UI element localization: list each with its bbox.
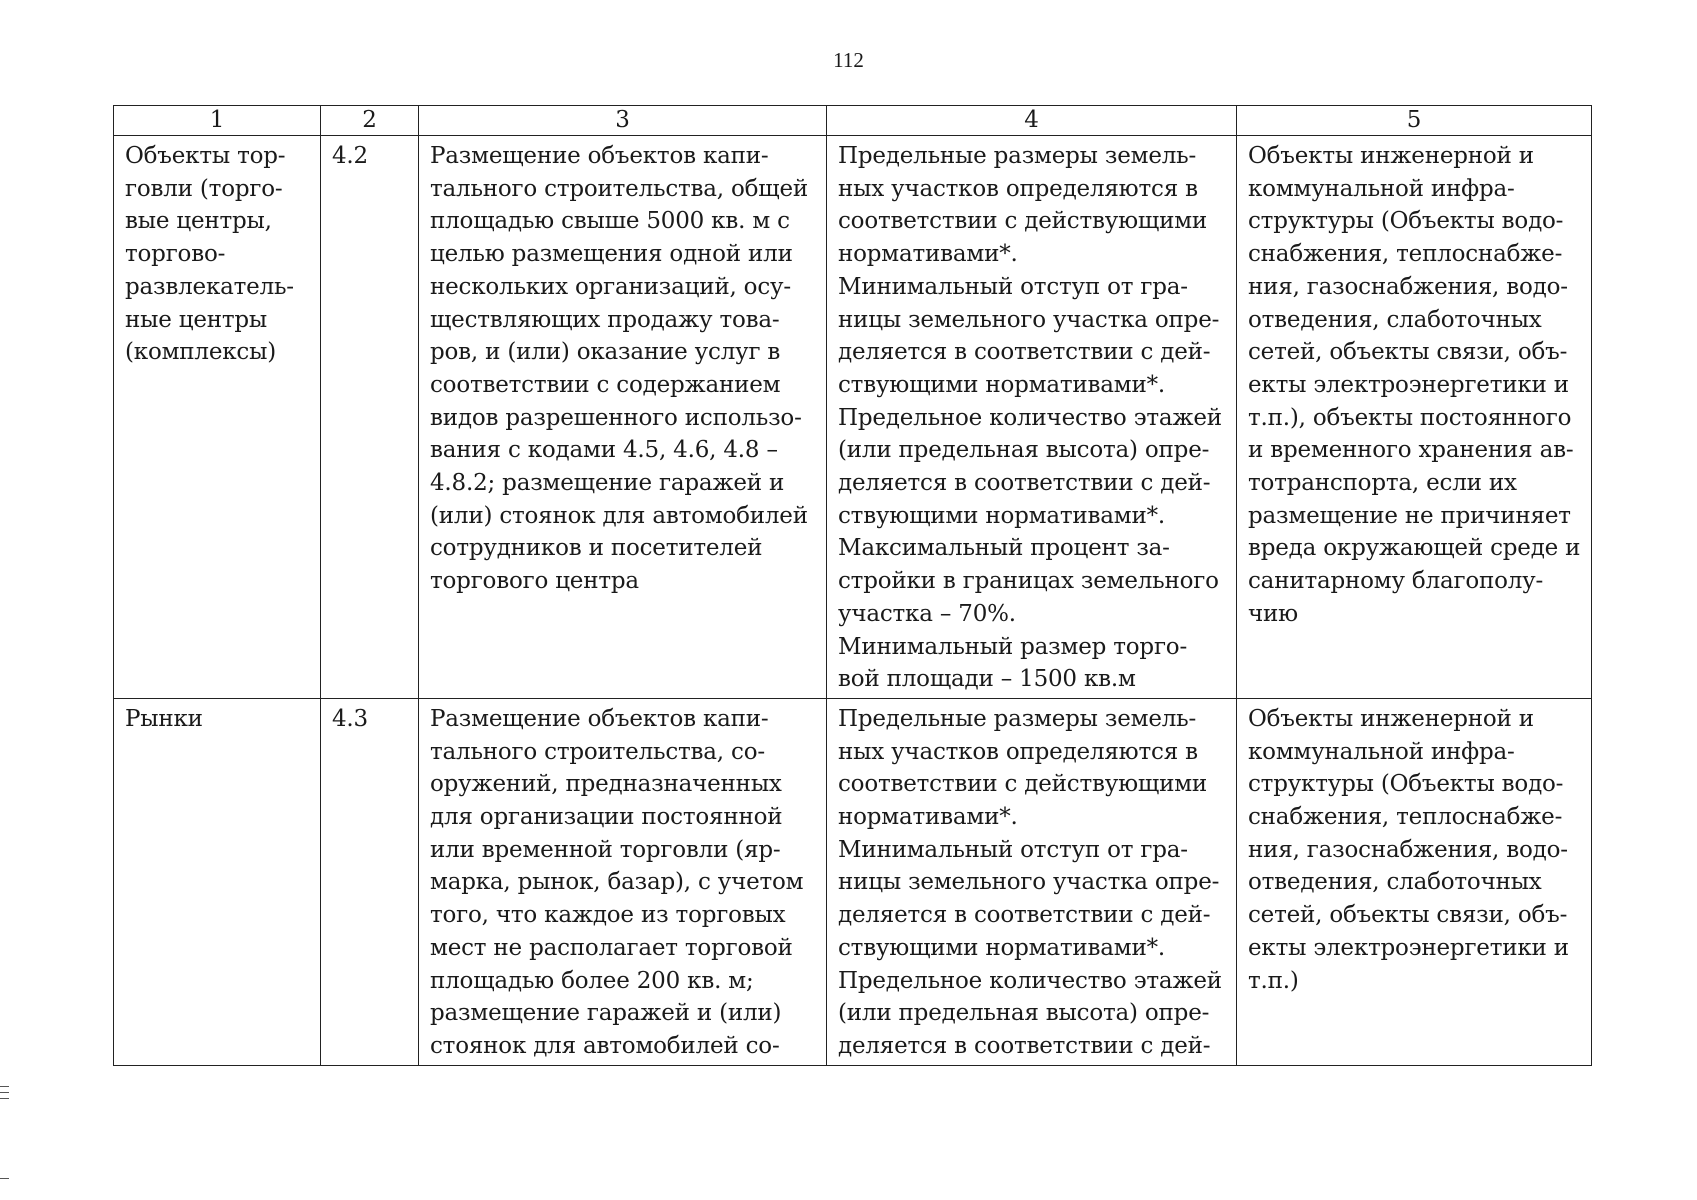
auxiliary-uses-cell: Объекты инженерной и коммунальной инфра- структуры (Объекты водо- снабжения, теплоснабже- ния, газоснабжения, водо- отведения, слаботочных сетей, объекты связи, объ- екты электроэнергетики и т.п.), объекты постоянного и временного хранения ав- тотранспорта, если их размещение не причиняет вреда окружающей среде и санитарному благополу- чию <box>1237 136 1592 699</box>
column-header-1: 1 <box>114 106 321 136</box>
use-code-cell: 4.2 <box>321 136 419 699</box>
margin-mark <box>0 1098 9 1099</box>
margin-mark <box>0 1178 9 1179</box>
column-header-2: 2 <box>321 106 419 136</box>
page-number: 112 <box>833 48 864 72</box>
column-header-4: 4 <box>827 106 1237 136</box>
use-description-cell: Размещение объектов капи- тального строительства, общей площадью свыше 5000 кв. м с целью размещения одной или нескольких организаций, осу- ществляющих продажу това- ров, и (или) оказание услуг в соответствии с содержанием видов разрешенного использо- вания с кодами 4.5, 4.6, 4.8 – 4.8.2; размещение гаражей и (или) стоянок для автомобилей сотрудников и посетителей торгового центра <box>419 136 827 699</box>
table-row <box>114 698 1592 1065</box>
column-header-5: 5 <box>1237 106 1592 136</box>
use-name-cell: Объекты тор- говли (торго- вые центры, торгово- развлекатель- ные центры (комплексы) <box>114 136 321 699</box>
auxiliary-uses-cell: Объекты инженерной и коммунальной инфра- структуры (Объекты водо- снабжения, теплоснабже- ния, газоснабжения, водо- отведения, слаботочных сетей, объекты связи, объ- екты электроэнергетики и т.п.) <box>1237 698 1592 1065</box>
margin-mark <box>0 1086 9 1087</box>
parameters-cell: Предельные размеры земель- ных участков определяются в соответствии с действующими нормативами*. Минимальный отступ от гра- ницы земельного участка опре- деляется в соответствии с дей- ствующими нормативами*. Предельное количество этажей (или предельная высота) опре- деляется в соответствии с дей- ствующими нормативами*. Максимальный процент за- стройки в границах земельного участка – 70%. Минимальный размер торго- вой площади – 1500 кв.м <box>827 136 1237 699</box>
parameters-cell: Предельные размеры земель- ных участков определяются в соответствии с действующими нормативами*. Минимальный отступ от гра- ницы земельного участка опре- деляется в соответствии с дей- ствующими нормативами*. Предельное количество этажей (или предельная высота) опре- деляется в соответствии с дей- <box>827 698 1237 1065</box>
use-description-cell: Размещение объектов капи- тального строительства, со- оружений, предназначенных для организации постоянной или временной торговли (яр- марка, рынок, базар), с учетом того, что каждое из торговых мест не располагает торговой площадью более 200 кв. м; размещение гаражей и (или) стоянок для автомобилей со- <box>419 698 827 1065</box>
table-row <box>114 136 1592 699</box>
use-name-cell: Рынки <box>114 698 321 1065</box>
column-header-3: 3 <box>419 106 827 136</box>
zoning-table <box>113 105 1592 1066</box>
header-row <box>114 106 1592 136</box>
margin-mark <box>0 1092 9 1093</box>
use-code-cell: 4.3 <box>321 698 419 1065</box>
